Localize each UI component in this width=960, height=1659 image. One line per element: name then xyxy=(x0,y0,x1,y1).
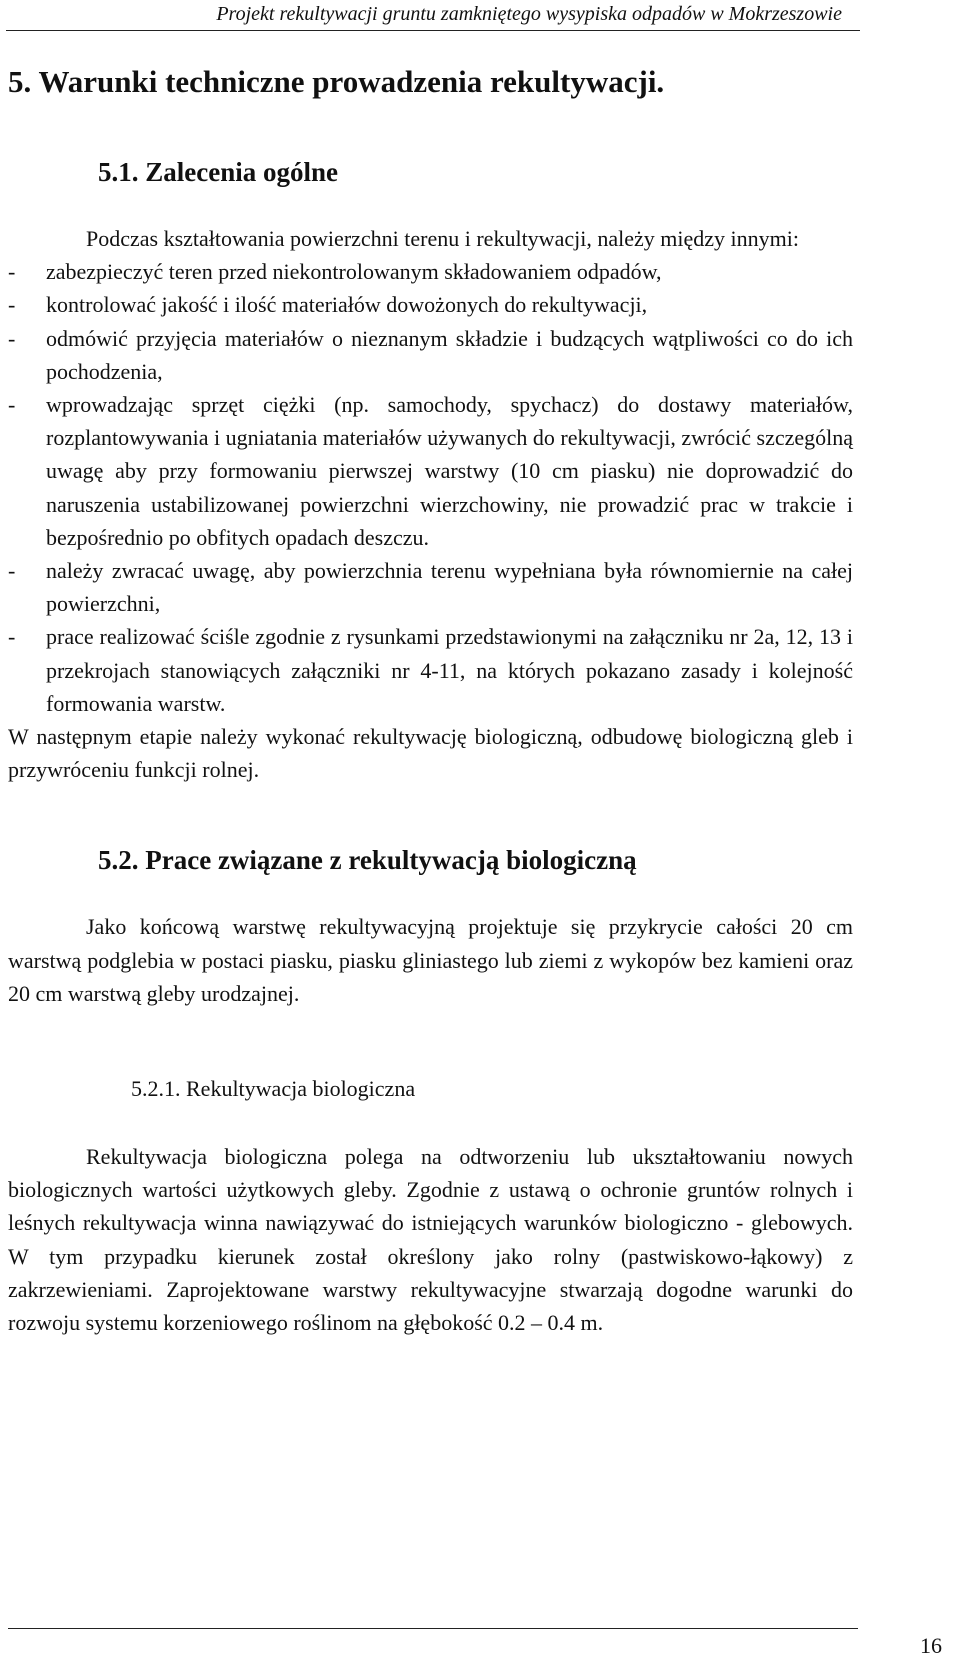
chapter-title: 5. Warunki techniczne prowadzenia rekultywacji. xyxy=(8,64,665,99)
header-title: Projekt rekultywacji gruntu zamkniętego wysypiska odpadów w Mokrzeszowie xyxy=(216,3,842,25)
footer-rule xyxy=(8,1628,858,1629)
page-number: 16 xyxy=(920,1633,942,1658)
list-item: - wprowadzając sprzęt ciężki (np. samochody, spychacz) do dostawy materiałów, rozplantowywania i ugniatania materiałów używanych do rekultywacji, zwrócić szczególną uwagę aby przy formowaniu pierwszej warstwy (10 cm piasku) nie doprowadzić do naruszenia ustabilizowanej powierzchni wierzchowiny, nie prowadzić prac w trakcie i bezpośrednio po obfitych opadach deszczu. xyxy=(8,392,853,550)
section-title-5-2-1: 5.2.1. Rekultywacja biologiczna xyxy=(131,1076,416,1102)
document-body xyxy=(8,52,853,1339)
list-item: - odmówić przyjęcia materiałów o nieznanym składzie i budzących wątpliwości co do ich pochodzenia, xyxy=(8,325,853,384)
section-2-1-paragraph: Rekultywacja biologiczna polega na odtworzeniu lub ukształtowaniu nowych biologicznych wartości użytkowych gleby. Zgodnie z ustawą o ochronie gruntów rolnych i leśnych rekultywacja winna nawiązywać do istniejących warunków biologiczno - glebowych. W tym przypadku kierunek został określony jako rolny (pastwiskowo-łąkowy) z zakrzewieniami. Zaprojektowane warstwy rekultywacyjne stwarzają dogodne warunki do rozwoju systemu korzeniowego roślinom na głębokość 0.2 – 0.4 m. xyxy=(8,1144,853,1336)
list-item: - zabezpieczyć teren przed niekontrolowanym składowaniem odpadów, xyxy=(8,259,662,285)
recommendations-list xyxy=(8,255,853,720)
section-2-paragraph: Jako końcową warstwę rekultywacyjną projektuje się przykrycie całości 20 cm warstwą podglebia w postaci piasku, piasku gliniastego lub ziemi z wykopów bez kamieni oraz 20 cm warstwą gleby urodzajnej. xyxy=(8,914,853,1006)
list-item: - należy zwracać uwagę, aby powierzchnia terenu wypełniana była równomiernie na całej powierzchni, xyxy=(8,558,853,617)
page-header xyxy=(0,0,960,30)
section-1-intro: Podczas kształtowania powierzchni terenu i rekultywacji, należy między innymi: xyxy=(86,226,799,251)
section-title-5-2: 5.2. Prace związane z rekultywacją biologiczną xyxy=(98,845,637,876)
header-rule xyxy=(6,30,860,31)
section-title-5-1: 5.1. Zalecenia ogólne xyxy=(98,157,338,187)
list-item: - prace realizować ściśle zgodnie z rysunkami przedstawionymi na załączniku nr 2a, 12, 13 i przekrojach stanowiących załączniki nr 4-11, na których pokazano zasady i kolejność formowania warstw. xyxy=(8,624,853,716)
section-1-closing: W następnym etapie należy wykonać rekultywację biologiczną, odbudowę biologiczną gleb i przywróceniu funkcji rolnej. xyxy=(8,724,853,783)
list-item: - kontrolować jakość i ilość materiałów dowożonych do rekultywacji, xyxy=(8,292,648,318)
